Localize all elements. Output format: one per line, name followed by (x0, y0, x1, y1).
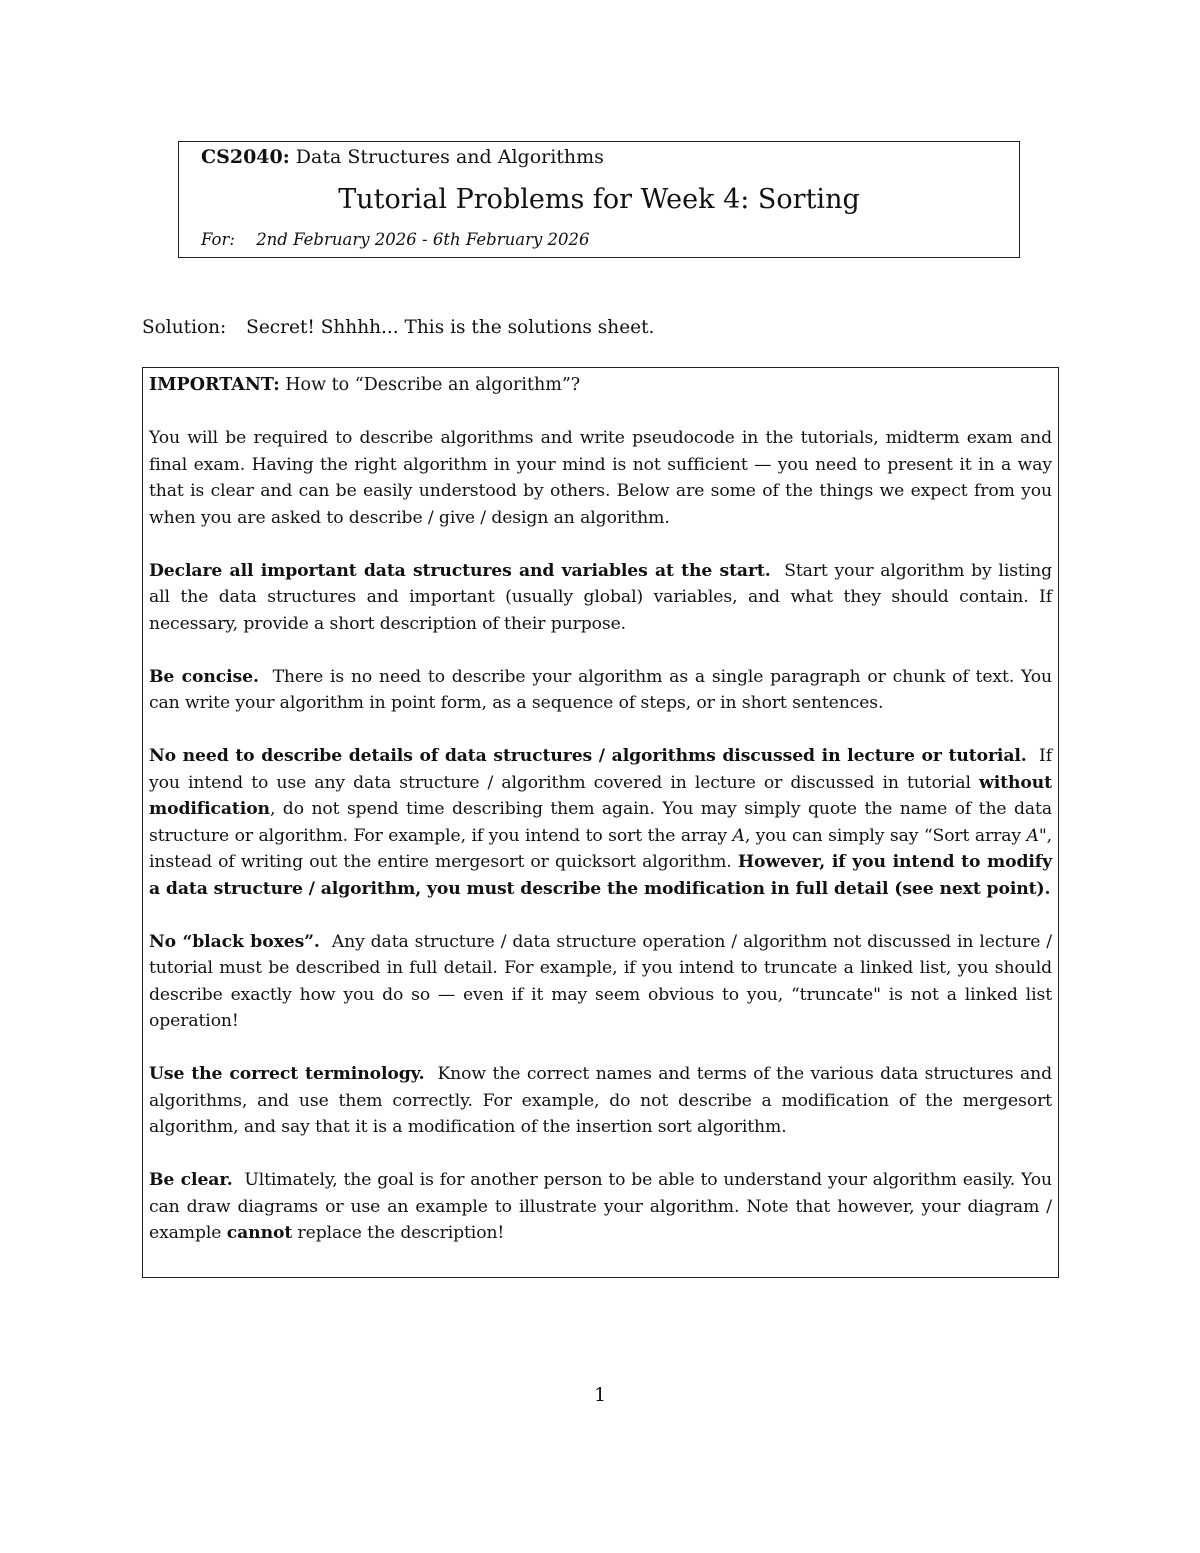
concise-body: There is no need to describe your algorithm as a single paragraph or chunk of text. You can write your algorithm in point form, as a sequence of steps, or in short sentences. (149, 666, 1052, 713)
nodetail-body-1: If you intend to use any data structure / algorithm covered in lecture or discussed in tutorial (149, 746, 1052, 793)
nodetail-body-4: ", instead of writing out the entire mergesort or quicksort algorithm. (149, 825, 1052, 872)
nodetail-variable: A (732, 825, 745, 846)
terminology-paragraph (149, 1061, 1052, 1141)
declare-body: Start your algorithm by listing all the data structures and important (usually global) variables, and what they should contain. If necessary, provide a short description of their purpose. (149, 560, 1053, 634)
nodetail-keyword: without modification (149, 772, 1052, 819)
concise-paragraph (149, 664, 1052, 717)
terminology-body: Know the correct names and terms of the various data structures and algorithms, and use them correctly. For example, do not describe a modification of the mergesort algorithm, and say that it is a modification of the insertion sort algorithm. (149, 1064, 1052, 1137)
solution-line (142, 317, 654, 338)
declare-title: Declare all important data structures and variables at the start. (149, 560, 771, 581)
nodetail-body-3: , you can simply say “Sort array (744, 825, 1021, 846)
nodetail-variable-2: A (1026, 825, 1039, 846)
solution-text: Secret! Shhhh... This is the solutions sheet. (246, 317, 655, 338)
clear-body-1: Ultimately, the goal is for another person to be able to understand your algorithm easily. You can draw diagrams or use an example to illustrate your algorithm. Note that however, your diagram / example (149, 1170, 1052, 1243)
nodetail-paragraph (149, 743, 1052, 902)
intro-paragraph: You will be required to describe algorithms and write pseudocode in the tutorials, midterm exam and final exam. Having the right algorithm in your mind is not sufficient — you need to present it in a way that is clear and can be easily understood by others. Below are some of the things we expect from you when you are asked to describe / give / design an algorithm. (149, 428, 1052, 528)
blackbox-title: No “black boxes”. (149, 931, 320, 952)
page-number: 1 (593, 1384, 607, 1406)
header-box (178, 141, 1020, 258)
clear-title: Be clear. (149, 1170, 233, 1190)
clear-paragraph (149, 1167, 1052, 1247)
important-heading-bold: IMPORTANT: (149, 375, 280, 395)
date-range: 2nd February 2026 - 6th February 2026 (256, 230, 590, 249)
blackbox-paragraph (149, 929, 1052, 1035)
course-line (201, 146, 604, 168)
concise-title: Be concise. (149, 666, 259, 687)
blackbox-body: Any data structure / data structure operation / algorithm not discussed in lecture / tutorial must be described in full detail. For example, if you intend to truncate a linked list, you should describe exactly how you do so — even if it may seem obvious to you, “truncate" is not a linked list operation! (149, 931, 1052, 1031)
for-label: For: (201, 230, 235, 249)
terminology-title: Use the correct terminology. (149, 1064, 425, 1084)
important-heading (149, 372, 1052, 399)
course-code: CS2040: (201, 146, 290, 168)
nodetail-title: No need to describe details of data structures / algorithms discussed in lecture or tutorial. (149, 746, 1027, 766)
solution-label: Solution: (142, 317, 227, 338)
important-heading-rest: How to “Describe an algorithm”? (285, 375, 581, 395)
clear-keyword: cannot (226, 1223, 293, 1243)
nodetail-body-2: , do not spend time describing them again. You may simply quote the name of the data structure or algorithm. For example, if you intend to sort the array (149, 799, 1052, 846)
page-title: Tutorial Problems for Week 4: Sorting (338, 184, 860, 215)
date-line (201, 230, 590, 249)
nodetail-bold-end: However, if you intend to modify a data structure / algorithm, you must describe the modification in full detail (see next point). (149, 852, 1052, 899)
important-box (142, 367, 1059, 1278)
declare-paragraph (149, 558, 1052, 638)
course-name: Data Structures and Algorithms (295, 146, 604, 168)
clear-body-2: replace the description! (297, 1223, 505, 1243)
